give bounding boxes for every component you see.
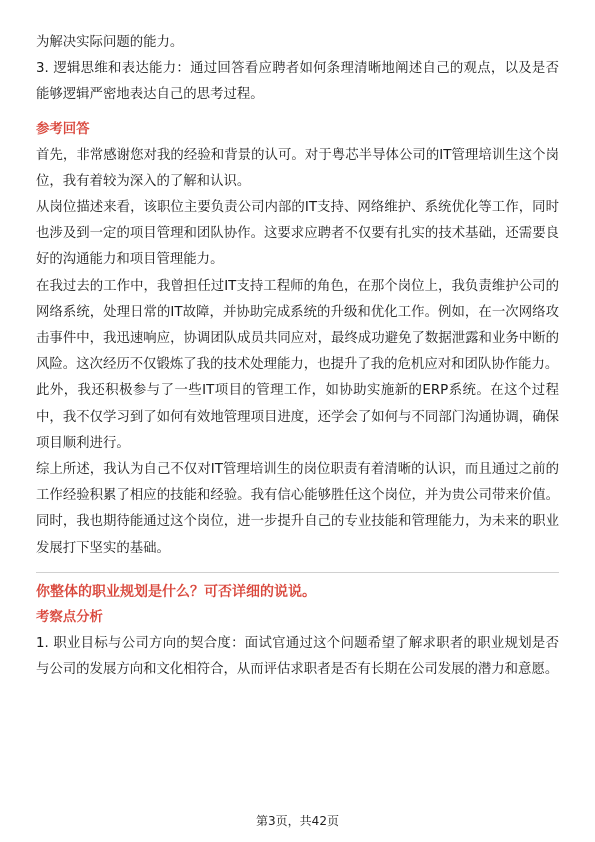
answer-paragraph-4: 此外，我还积极参与了一些IT项目的管理工作，如协助实施新的ERP系统。在这个过程中，我不仅学习到了如何有效地管理项目进度，还学会了如何与不同部门沟通协调，确保项目顺利进行。 <box>36 383 559 451</box>
answer-paragraph-2: 从岗位描述来看，该职位主要负责公司内部的IT支持、网络维护、系统优化等工作，同时也涉及到一定的项目管理和团队协作。这要求应聘者不仅要有扎实的技术基础，还需要良好的沟通能力和项目管理能力。 <box>36 200 559 268</box>
paragraph-point-3: 3. 逻辑思维和表达能力：通过回答看应聘者如何条理清晰地阐述自己的观点，以及是否能够逻辑严密地表达自己的思考过程。 <box>36 61 559 103</box>
answer-paragraph-5: 综上所述，我认为自己不仅对IT管理培训生的岗位职责有着清晰的认识，而且通过之前的工作经验积累了相应的技能和经验。我有信心能够胜任这个岗位，并为贵公司带来价值。同时，我也期待能通过这个岗位，进一步提升自己的专业技能和管理能力，为未来的职业发展打下坚实的基础。 <box>36 462 559 556</box>
document-page <box>36 30 559 683</box>
heading-reference-answer: 参考回答 <box>36 121 90 137</box>
analysis-point-1: 1. 职业目标与公司方向的契合度：面试官通过这个问题希望了解求职者的职业规划是否与公司的发展方向和文化相符合，从而评估求职者是否有长期在公司发展的潜力和意愿。 <box>36 635 559 678</box>
question-heading: 你整体的职业规划是什么？可否详细的说说。 <box>36 583 316 600</box>
answer-paragraph-1: 首先，非常感谢您对我的经验和背景的认可。对于粤芯半导体公司的IT管理培训生这个岗位，我有着较为深入的了解和认识。 <box>36 147 559 189</box>
paragraph-intro-tail: 为解决实际问题的能力。 <box>36 35 184 50</box>
page-number-footer: 第3页，共42页 <box>256 814 339 828</box>
answer-paragraph-3: 在我过去的工作中，我曾担任过IT支持工程师的角色，在那个岗位上，我负责维护公司的网络系统，处理日常的IT故障，并协助完成系统的升级和优化工作。例如，在一次网络攻击事件中，我迅速响应，协调团队成员共同应对，最终成功避免了数据泄露和业务中断的风险。这次经历不仅锻炼了我的技术处理能力，也提升了我的危机应对和团队协作能力。 <box>36 278 559 373</box>
heading-analysis: 考察点分析 <box>36 609 103 625</box>
section-divider <box>36 572 559 573</box>
